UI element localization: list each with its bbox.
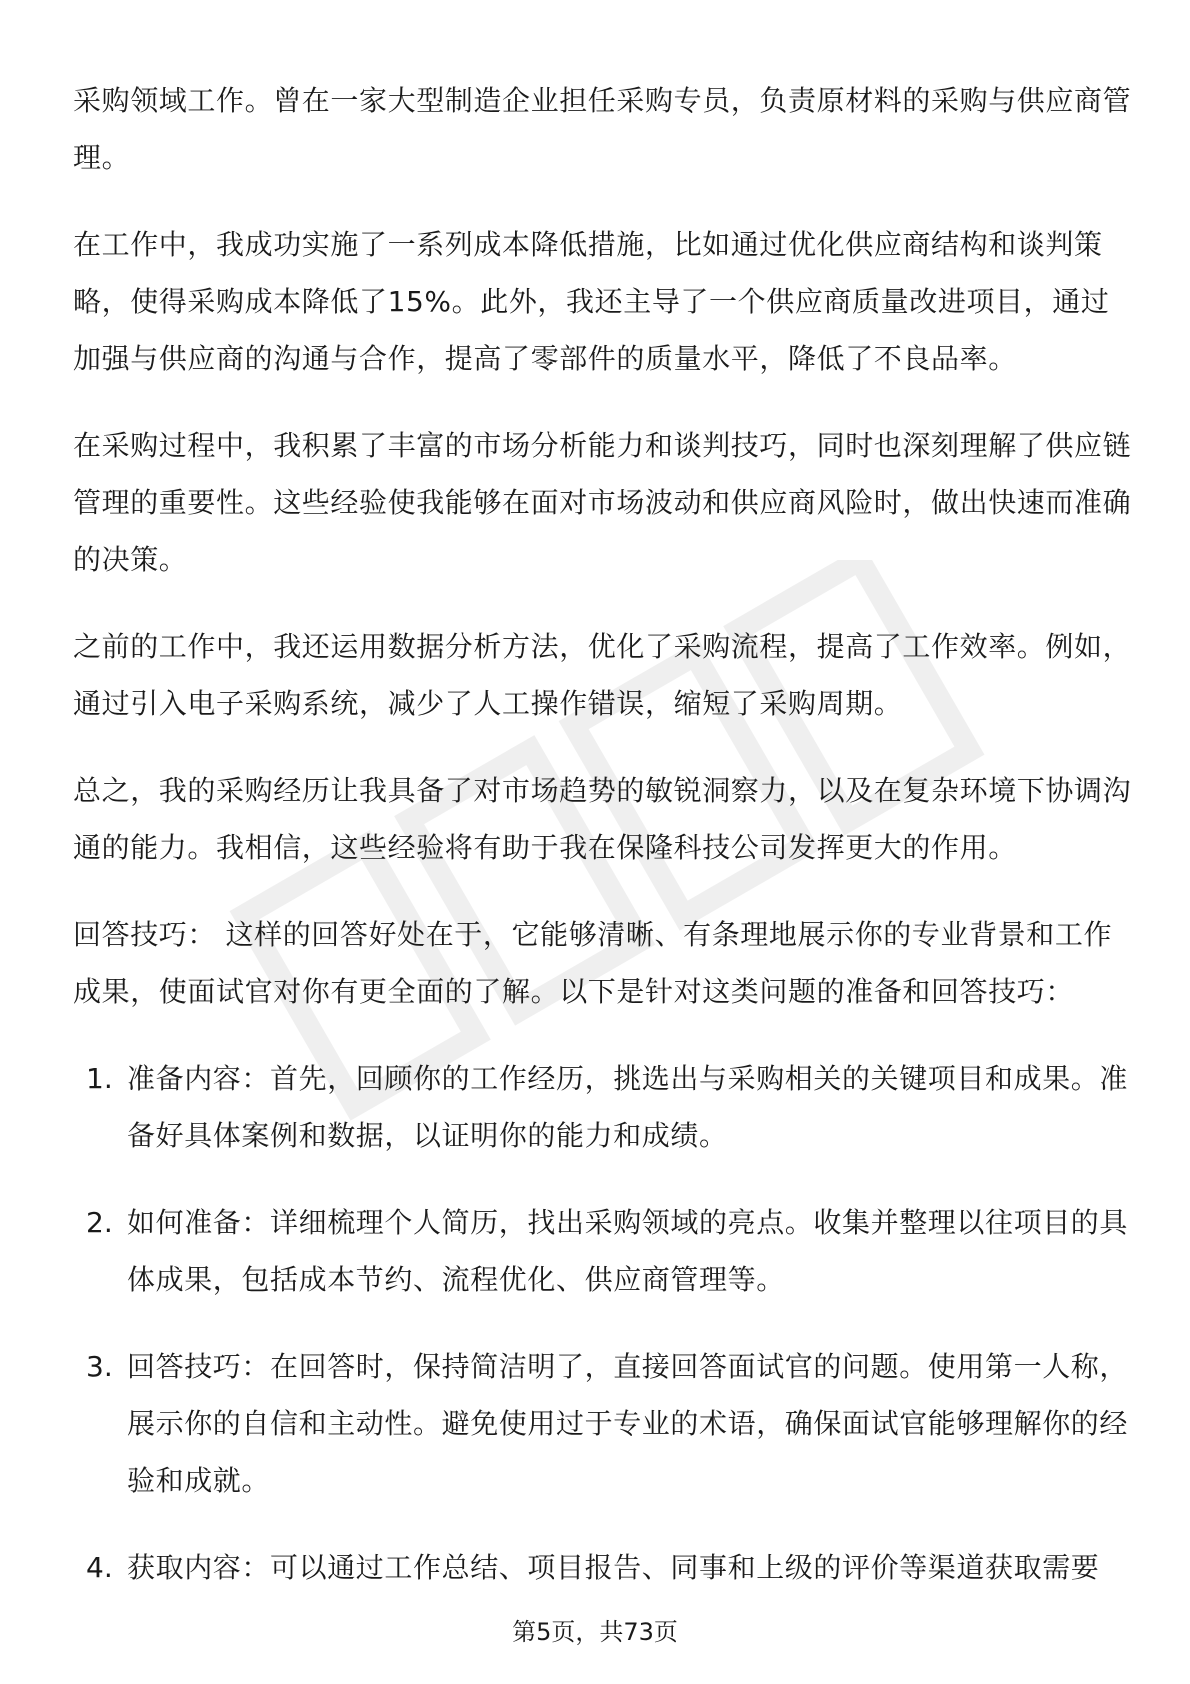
list-number: 3. xyxy=(86,1350,113,1383)
list-item xyxy=(73,1050,1133,1164)
list-number: 1. xyxy=(86,1062,113,1095)
paragraph-answer-tips: 回答技巧： 这样的回答好处在于，它能够清晰、有条理地展示你的专业背景和工作成果，使面试官对你有更全面的了解。以下是针对这类问题的准备和回答技巧： xyxy=(73,918,1113,1008)
paragraph-achievements: 在工作中，我成功实施了一系列成本降低措施，比如通过优化供应商结构和谈判策略，使得采购成本降低了15%。此外，我还主导了一个供应商质量改进项目，通过加强与供应商的沟通与合作，提高了零部件的质量水平，降低了不良品率。 xyxy=(73,228,1110,375)
list-item xyxy=(73,1194,1133,1308)
list-text: 回答技巧：在回答时，保持简洁明了，直接回答面试官的问题。使用第一人称，展示你的自信和主动性。避免使用过于专业的术语，确保面试官能够理解你的经验和成就。 xyxy=(127,1350,1129,1497)
paragraph-skills: 在采购过程中，我积累了丰富的市场分析能力和谈判技巧，同时也深刻理解了供应链管理的重要性。这些经验使我能够在面对市场波动和供应商风险时，做出快速而准确的决策。 xyxy=(73,429,1132,576)
list-item xyxy=(73,1338,1133,1509)
paragraph-summary: 总之，我的采购经历让我具备了对市场趋势的敏锐洞察力，以及在复杂环境下协调沟通的能力。我相信，这些经验将有助于我在保隆科技公司发挥更大的作用。 xyxy=(73,774,1132,864)
list-text: 准备内容：首先，回顾你的工作经历，挑选出与采购相关的关键项目和成果。准备好具体案例和数据，以证明你的能力和成绩。 xyxy=(127,1062,1129,1152)
paragraph-experience: 采购领域工作。曾在一家大型制造企业担任采购专员，负责原材料的采购与供应商管理。 xyxy=(73,84,1132,174)
tips-list xyxy=(73,1050,1133,1596)
list-text: 如何准备：详细梳理个人简历，找出采购领域的亮点。收集并整理以往项目的具体成果，包括成本节约、流程优化、供应商管理等。 xyxy=(127,1206,1129,1296)
main-content xyxy=(73,72,1133,1626)
list-number: 2. xyxy=(86,1206,113,1239)
list-item xyxy=(73,1539,1133,1596)
list-text: 获取内容：可以通过工作总结、项目报告、同事和上级的评价等渠道获取需要 xyxy=(127,1551,1100,1584)
page-footer: 第5页，共73页 xyxy=(512,1618,678,1646)
list-number: 4. xyxy=(86,1551,113,1584)
paragraph-data-analysis: 之前的工作中，我还运用数据分析方法，优化了采购流程，提高了工作效率。例如，通过引入电子采购系统，减少了人工操作错误，缩短了采购周期。 xyxy=(73,630,1132,720)
